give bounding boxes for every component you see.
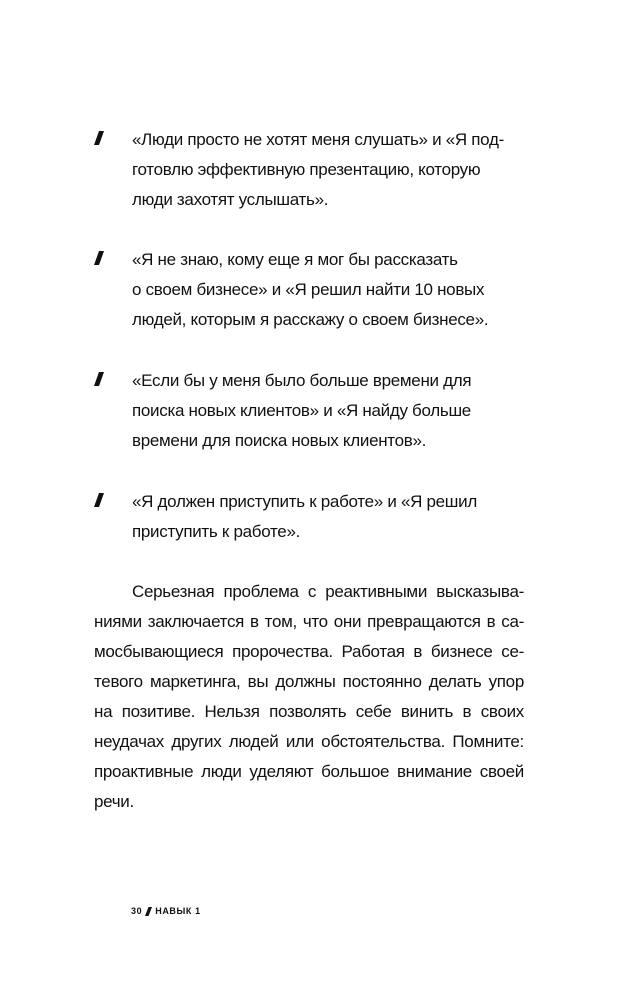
- text-line: о своем бизнесе» и «Я решил найти 10 новых: [132, 280, 485, 299]
- text-line: людей, которым я расскажу о своем бизнесе».: [132, 310, 489, 329]
- text-line: «Я не знаю, кому еще я мог бы рассказать: [132, 250, 458, 269]
- page-number: 30: [131, 906, 143, 916]
- slash-bullet-icon: [94, 251, 104, 265]
- slash-separator-icon: [145, 907, 152, 916]
- text-line: «Если бы у меня было больше времени для: [132, 371, 472, 390]
- text-line: ниями заключается в том, что они превращаются в са-: [94, 612, 524, 631]
- bullet-text: [132, 125, 532, 215]
- text-line: речи.: [94, 792, 134, 811]
- slash-bullet-icon: [94, 493, 104, 507]
- text-line: времени для поиска новых клиентов».: [132, 431, 427, 450]
- body-paragraph: [94, 577, 524, 817]
- slash-bullet-icon: [94, 131, 104, 145]
- bullet-text: [132, 245, 532, 335]
- bullet-text: [132, 487, 532, 547]
- text-line: люди захотят услышать».: [132, 190, 329, 209]
- text-line: приступить к работе».: [132, 522, 301, 541]
- bullet-text: [132, 366, 532, 456]
- text-line: проактивные люди уделяют большое внимание своей: [94, 762, 524, 781]
- text-line: готовлю эффективную презентацию, которую: [132, 160, 481, 179]
- text-line: неудачах других людей или обстоятельства. Помните:: [94, 732, 524, 751]
- text-line: «Я должен приступить к работе» и «Я решил: [132, 492, 477, 511]
- text-line: поиска новых клиентов» и «Я найду больше: [132, 401, 471, 420]
- text-line: Серьезная проблема с реактивными высказыва-: [132, 582, 524, 601]
- text-line: «Люди просто не хотят меня слушать» и «Я под-: [132, 130, 504, 149]
- text-line: мосбывающиеся пророчества. Работая в бизнесе се-: [94, 642, 524, 661]
- chapter-title: НАВЫК 1: [155, 906, 201, 916]
- text-line: на позитиве. Нельзя позволять себе винить в своих: [94, 702, 524, 721]
- slash-bullet-icon: [94, 372, 104, 386]
- text-line: тевого маркетинга, вы должны постоянно делать упор: [94, 672, 524, 691]
- page-footer: [131, 906, 201, 916]
